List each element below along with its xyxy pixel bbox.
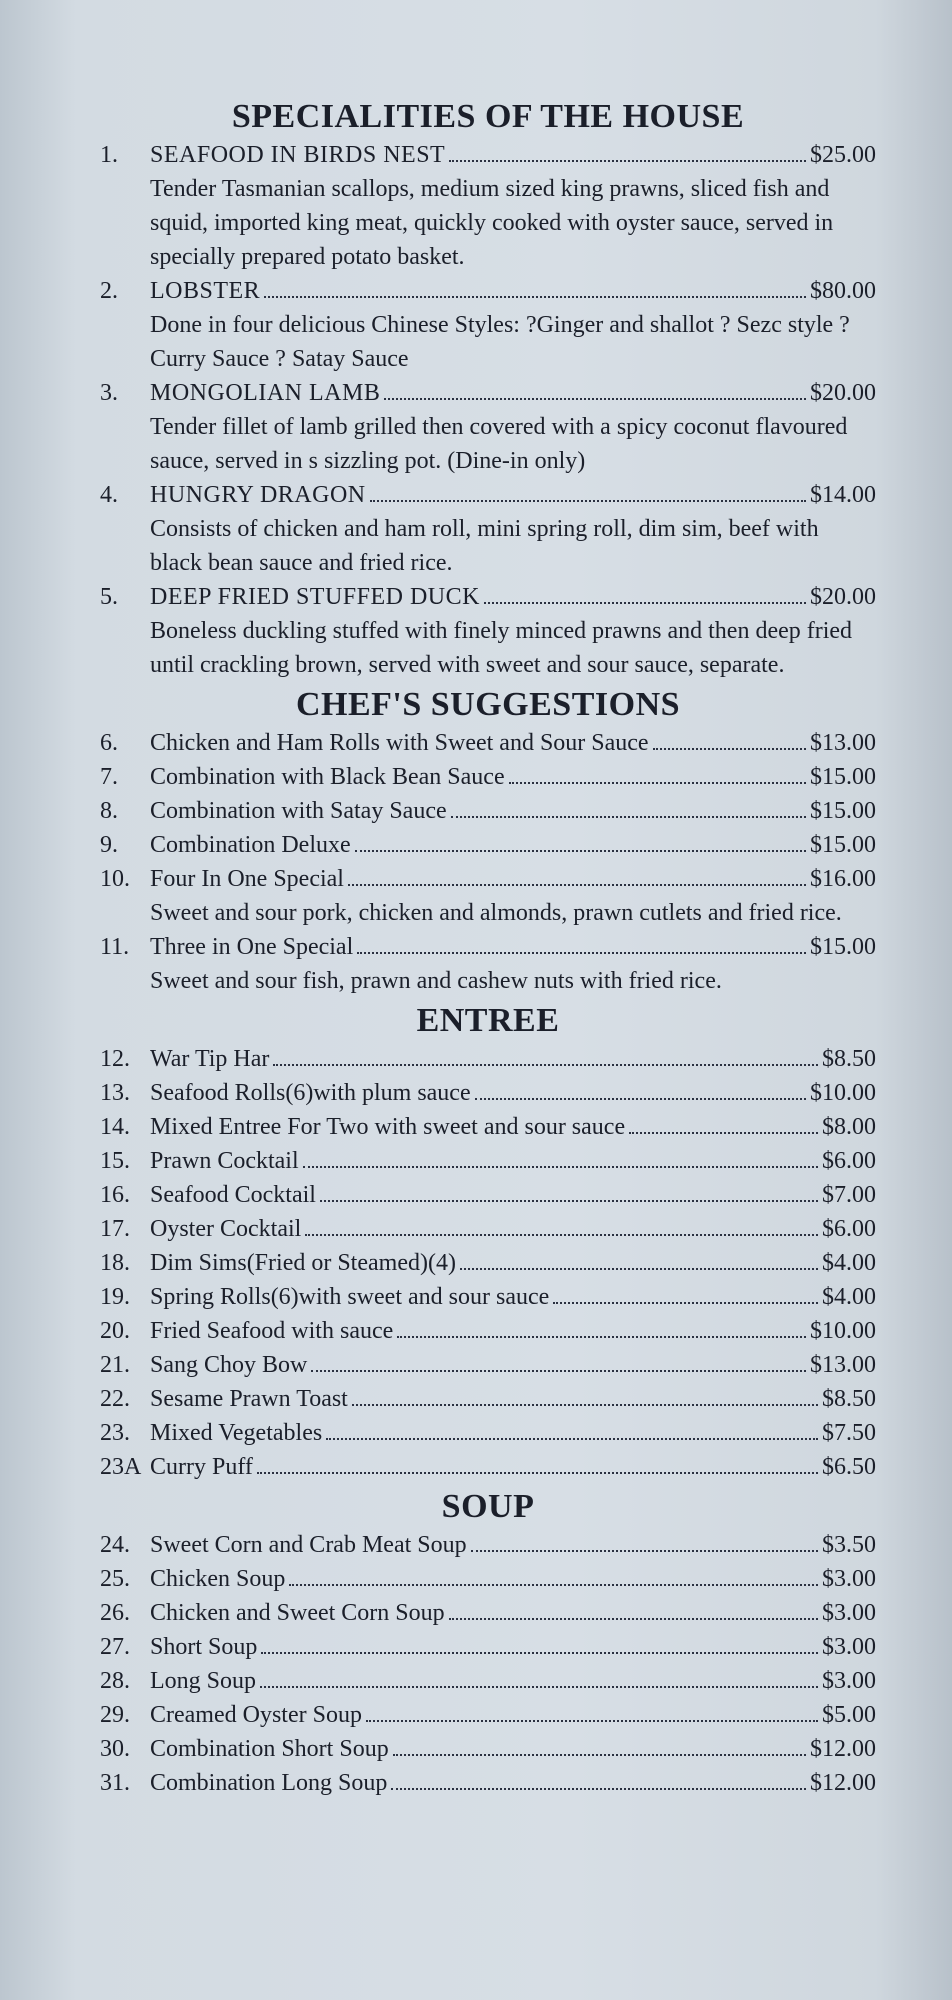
menu-section [100, 96, 876, 682]
dot-leader [471, 1550, 818, 1552]
menu-item-row [100, 274, 876, 308]
item-name: Curry Puff [150, 1454, 253, 1480]
item-price: $3.00 [822, 1634, 876, 1660]
item-name: Long Soup [150, 1668, 257, 1694]
menu-item [100, 1766, 876, 1800]
item-price: $3.00 [822, 1668, 876, 1694]
menu-item [100, 1110, 876, 1144]
menu-item-row [100, 580, 876, 614]
menu-item [100, 862, 876, 930]
item-name: Combination Short Soup [150, 1736, 389, 1762]
item-number: 14. [100, 1114, 130, 1140]
menu-item-row [100, 1416, 876, 1450]
item-price: $15.00 [810, 764, 876, 790]
dot-leader [449, 160, 806, 162]
item-name: Seafood Rolls(6)with plum sauce [150, 1080, 471, 1106]
menu-section [100, 684, 876, 998]
menu-item-row [100, 1596, 876, 1630]
item-number: 6. [100, 730, 118, 756]
item-price: $25.00 [810, 142, 876, 168]
dot-leader [326, 1438, 818, 1440]
item-price: $15.00 [810, 832, 876, 858]
menu-item [100, 1596, 876, 1630]
item-number: 17. [100, 1216, 130, 1242]
item-number: 27. [100, 1634, 130, 1660]
item-name: Combination with Black Bean Sauce [150, 764, 505, 790]
item-name: Fried Seafood with sauce [150, 1318, 394, 1344]
item-price: $20.00 [810, 584, 876, 610]
item-name: Creamed Oyster Soup [150, 1702, 362, 1728]
item-number: 30. [100, 1736, 130, 1762]
item-price: $4.00 [822, 1250, 876, 1276]
dot-leader [370, 500, 806, 502]
menu-item [100, 1630, 876, 1664]
menu-item [100, 1562, 876, 1596]
section-title: ENTREE [416, 1002, 560, 1039]
menu-item-row [100, 1698, 876, 1732]
menu-item [100, 828, 876, 862]
dot-leader [320, 1200, 818, 1202]
item-price: $80.00 [810, 278, 876, 304]
dot-leader [355, 850, 806, 852]
item-number: 3. [100, 380, 118, 406]
menu-item-row [100, 930, 876, 964]
item-price: $10.00 [810, 1080, 876, 1106]
dot-leader [509, 782, 806, 784]
menu-item [100, 1698, 876, 1732]
menu-item [100, 1246, 876, 1280]
dot-leader [451, 816, 806, 818]
menu-item [100, 1212, 876, 1246]
menu-item [100, 1076, 876, 1110]
item-number: 10. [100, 866, 130, 892]
item-price: $20.00 [810, 380, 876, 406]
item-description: Tender Tasmanian scallops, medium sized king prawns, sliced fish and squid, imported king meat, quickly cooked with oyster sauce, served in specially prepared potato basket. [150, 176, 834, 270]
menu-item-row [100, 478, 876, 512]
item-number: 5. [100, 584, 118, 610]
item-price: $3.00 [822, 1566, 876, 1592]
item-description: Done in four delicious Chinese Styles: ?Ginger and shallot ? Sezc style ? Curry Sauce ? Satay Sauce [150, 312, 850, 372]
menu-item-row [100, 1450, 876, 1484]
menu-item-row [100, 1178, 876, 1212]
item-number: 11. [100, 934, 130, 960]
item-price: $8.50 [822, 1046, 876, 1072]
item-number: 19. [100, 1284, 130, 1310]
item-name: Combination Deluxe [150, 832, 351, 858]
item-name: Spring Rolls(6)with sweet and sour sauce [150, 1284, 550, 1310]
item-name: Mixed Vegetables [150, 1420, 323, 1446]
item-description: Boneless duckling stuffed with finely minced prawns and then deep fried until crackling brown, served with sweet and sour sauce, separate. [150, 618, 853, 678]
dot-leader [460, 1268, 818, 1270]
menu-item [100, 580, 876, 682]
menu-item [100, 930, 876, 998]
item-price: $15.00 [810, 934, 876, 960]
dot-leader [311, 1370, 806, 1372]
item-price: $13.00 [810, 1352, 876, 1378]
item-name: Combination with Satay Sauce [150, 798, 447, 824]
menu-item [100, 1178, 876, 1212]
menu-item-row [100, 1348, 876, 1382]
item-price: $5.00 [822, 1702, 876, 1728]
menu-item [100, 1144, 876, 1178]
item-number: 4. [100, 482, 118, 508]
menu-item-row [100, 1766, 876, 1800]
menu-item [100, 1664, 876, 1698]
dot-leader [366, 1720, 818, 1722]
menu-item-row [100, 1280, 876, 1314]
item-price: $14.00 [810, 482, 876, 508]
menu-item [100, 1042, 876, 1076]
item-number: 28. [100, 1668, 130, 1694]
item-number: 15. [100, 1148, 130, 1174]
dot-leader [449, 1618, 818, 1620]
menu-item-row [100, 1076, 876, 1110]
menu-body [100, 96, 876, 1800]
item-name: Short Soup [150, 1634, 258, 1660]
menu-item-row [100, 726, 876, 760]
section-title: SPECIALITIES OF THE HOUSE [231, 98, 745, 135]
item-name: Sang Choy Bow [150, 1352, 308, 1378]
menu-item-row [100, 862, 876, 896]
section-title: SOUP [441, 1488, 535, 1525]
item-name: LOBSTER [150, 278, 261, 304]
menu-item-row [100, 138, 876, 172]
item-description: Tender fillet of lamb grilled then covered with a spicy coconut flavoured sauce, served in s sizzling pot. (Dine-in only) [150, 414, 848, 474]
item-price: $8.00 [822, 1114, 876, 1140]
item-name: Sweet Corn and Crab Meat Soup [150, 1532, 467, 1558]
menu-item [100, 760, 876, 794]
item-description: Sweet and sour fish, prawn and cashew nuts with fried rice. [150, 968, 722, 994]
menu-section [100, 1486, 876, 1800]
dot-leader [475, 1098, 806, 1100]
item-name: Four In One Special [150, 866, 344, 892]
menu-item [100, 1732, 876, 1766]
menu-item-row [100, 1562, 876, 1596]
item-number: 9. [100, 832, 118, 858]
item-number: 13. [100, 1080, 130, 1106]
menu-item-row [100, 1246, 876, 1280]
item-name: Oyster Cocktail [150, 1216, 302, 1242]
item-price: $6.50 [822, 1454, 876, 1480]
menu-item-row [100, 828, 876, 862]
menu-item-row [100, 1630, 876, 1664]
item-name: War Tip Har [150, 1046, 270, 1072]
dot-leader [289, 1584, 818, 1586]
item-number: 22. [100, 1386, 130, 1412]
item-name: Chicken Soup [150, 1566, 286, 1592]
item-price: $13.00 [810, 730, 876, 756]
dot-leader [305, 1234, 818, 1236]
item-number: 23A [100, 1454, 142, 1480]
dot-leader [653, 748, 806, 750]
item-name: SEAFOOD IN BIRDS NEST [150, 142, 446, 168]
item-price: $12.00 [810, 1736, 876, 1762]
dot-leader [553, 1302, 818, 1304]
dot-leader [484, 602, 806, 604]
menu-item-row [100, 1042, 876, 1076]
item-description: Consists of chicken and ham roll, mini spring roll, dim sim, beef with black bean sauce and fried rice. [150, 516, 819, 576]
item-price: $3.50 [822, 1532, 876, 1558]
menu-item-row [100, 1110, 876, 1144]
item-price: $3.00 [822, 1600, 876, 1626]
dot-leader [303, 1166, 818, 1168]
dot-leader [357, 952, 806, 954]
item-price: $6.00 [822, 1216, 876, 1242]
dot-leader [348, 884, 806, 886]
item-price: $15.00 [810, 798, 876, 824]
item-number: 31. [100, 1770, 130, 1796]
item-number: 18. [100, 1250, 130, 1276]
item-name: DEEP FRIED STUFFED DUCK [150, 584, 480, 610]
item-price: $4.00 [822, 1284, 876, 1310]
item-price: $10.00 [810, 1318, 876, 1344]
item-number: 26. [100, 1600, 130, 1626]
dot-leader [352, 1404, 818, 1406]
item-name: Dim Sims(Fried or Steamed)(4) [150, 1250, 456, 1276]
item-price: $7.00 [822, 1182, 876, 1208]
item-price: $6.00 [822, 1148, 876, 1174]
menu-item [100, 1280, 876, 1314]
dot-leader [257, 1472, 818, 1474]
item-number: 1. [100, 142, 118, 168]
item-number: 23. [100, 1420, 130, 1446]
item-number: 8. [100, 798, 118, 824]
menu-item [100, 726, 876, 760]
menu-item [100, 794, 876, 828]
item-number: 2. [100, 278, 118, 304]
dot-leader [393, 1754, 806, 1756]
item-name: Chicken and Sweet Corn Soup [150, 1600, 445, 1626]
menu-item-row [100, 1382, 876, 1416]
item-price: $7.50 [822, 1420, 876, 1446]
item-number: 7. [100, 764, 118, 790]
menu-item [100, 376, 876, 478]
item-number: 20. [100, 1318, 130, 1344]
menu-item-row [100, 376, 876, 410]
menu-item-row [100, 1528, 876, 1562]
item-price: $8.50 [822, 1386, 876, 1412]
dot-leader [261, 1652, 818, 1654]
dot-leader [629, 1132, 818, 1134]
menu-item-row [100, 1664, 876, 1698]
menu-section [100, 1000, 876, 1484]
menu-item [100, 1382, 876, 1416]
item-price: $12.00 [810, 1770, 876, 1796]
dot-leader [264, 296, 806, 298]
menu-item [100, 1450, 876, 1484]
item-name: Prawn Cocktail [150, 1148, 299, 1174]
menu-item-row [100, 1144, 876, 1178]
item-number: 29. [100, 1702, 130, 1728]
item-number: 25. [100, 1566, 130, 1592]
item-number: 16. [100, 1182, 130, 1208]
dot-leader [273, 1064, 818, 1066]
menu-item [100, 1528, 876, 1562]
item-number: 24. [100, 1532, 130, 1558]
dot-leader [384, 398, 806, 400]
menu-item-row [100, 760, 876, 794]
item-name: MONGOLIAN LAMB [150, 380, 381, 406]
item-name: Mixed Entree For Two with sweet and sour sauce [150, 1114, 626, 1140]
menu-item-row [100, 1212, 876, 1246]
dot-leader [391, 1788, 806, 1790]
item-number: 12. [100, 1046, 130, 1072]
menu-item-row [100, 794, 876, 828]
item-description: Sweet and sour pork, chicken and almonds, prawn cutlets and fried rice. [150, 900, 842, 926]
menu-item [100, 138, 876, 274]
item-name: Three in One Special [150, 934, 354, 960]
item-name: Seafood Cocktail [150, 1182, 316, 1208]
menu-item-row [100, 1732, 876, 1766]
item-name: Sesame Prawn Toast [150, 1386, 348, 1412]
menu-item [100, 1314, 876, 1348]
menu-item [100, 1348, 876, 1382]
menu-item-row [100, 1314, 876, 1348]
dot-leader [260, 1686, 818, 1688]
section-title: CHEF'S SUGGESTIONS [295, 686, 681, 723]
dot-leader [397, 1336, 806, 1338]
menu-item [100, 274, 876, 376]
menu-item [100, 1416, 876, 1450]
item-name: Chicken and Ham Rolls with Sweet and Sour Sauce [150, 730, 649, 756]
item-price: $16.00 [810, 866, 876, 892]
item-number: 21. [100, 1352, 130, 1378]
item-name: Combination Long Soup [150, 1770, 388, 1796]
menu-item [100, 478, 876, 580]
item-name: HUNGRY DRAGON [150, 482, 366, 508]
